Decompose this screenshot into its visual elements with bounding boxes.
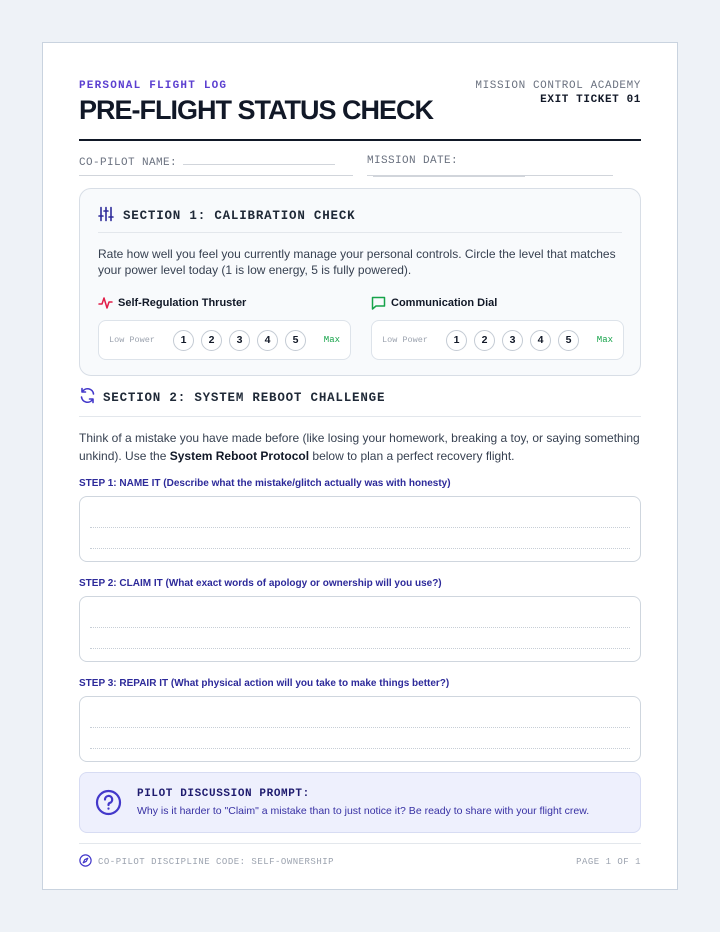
rating-option-1[interactable]: 1 (173, 330, 194, 351)
max-label: Max (596, 335, 613, 345)
rating-option-3[interactable]: 3 (502, 330, 523, 351)
max-label: Max (323, 335, 340, 345)
discussion-prompt (79, 772, 641, 833)
section2-intro (79, 430, 641, 465)
academy-name: MISSION CONTROL ACADEMY (475, 80, 641, 92)
section-reboot (79, 381, 641, 762)
page-footer (79, 843, 641, 869)
rating-option-2[interactable]: 2 (474, 330, 495, 351)
rating-option-2[interactable]: 2 (201, 330, 222, 351)
writing-line (90, 748, 630, 749)
section-calibration (79, 188, 641, 376)
rating-option-4[interactable]: 4 (530, 330, 551, 351)
writing-line (90, 627, 630, 628)
mission-date-blank[interactable] (373, 167, 525, 177)
prompt-text: Why is it harder to "Claim" a mistake than to just notice it? Be ready to share with your flight crew. (137, 805, 590, 817)
rating-option-5[interactable]: 5 (558, 330, 579, 351)
pulse-icon (98, 296, 113, 314)
copilot-name-label: CO-PILOT NAME: (79, 157, 178, 169)
mission-date-field[interactable] (367, 155, 613, 176)
step-2-label: STEP 2: CLAIM IT (What exact words of apology or ownership will you use?) (79, 578, 442, 589)
section2-intro-a: Think of a mistake you have made before (like losing your homework, breaking a toy, or saying something unkind). Use the (79, 431, 640, 463)
low-power-label: Low Power (109, 335, 155, 345)
section2-intro-bold: System Reboot Protocol (169, 448, 310, 463)
writing-line (90, 727, 630, 728)
self-regulation-dial (98, 296, 351, 360)
writing-line (90, 527, 630, 528)
prompt-title: PILOT DISCUSSION PROMPT: (137, 788, 310, 800)
refresh-icon (79, 387, 96, 409)
step-1-answer-box[interactable] (79, 496, 641, 562)
page-number: PAGE 1 OF 1 (576, 857, 641, 867)
page-title: PRE-FLIGHT STATUS CHECK (79, 95, 433, 125)
question-icon (95, 789, 122, 821)
section1-instructions: Rate how well you feel you currently manage your personal controls. Circle the level that matches your power level today (1 is low energy, 5 is fully powered). (98, 247, 616, 277)
section1-title: SECTION 1: CALIBRATION CHECK (123, 209, 356, 223)
worksheet-content (79, 79, 641, 869)
info-fields (79, 141, 641, 177)
dial-label-text: Self-Regulation Thruster (118, 297, 247, 309)
rating-scale (98, 320, 351, 360)
header (79, 79, 641, 139)
step-2-answer-box[interactable] (79, 596, 641, 662)
step-1-label: STEP 1: NAME IT (Describe what the mistake/glitch actually was with honesty) (79, 478, 451, 489)
copilot-name-blank[interactable] (183, 155, 335, 165)
dial-label (371, 296, 624, 312)
writing-line (90, 648, 630, 649)
low-power-label: Low Power (382, 335, 428, 345)
step-3-label: STEP 3: REPAIR IT (What physical action will you take to make things better?) (79, 678, 450, 689)
writing-line (90, 548, 630, 549)
worksheet-page (42, 42, 678, 890)
ticket-label: EXIT TICKET 01 (540, 94, 641, 106)
chat-icon (371, 296, 386, 314)
mission-date-label: MISSION DATE: (367, 155, 459, 167)
section2-intro-b: below to plan a perfect recovery flight. (309, 448, 515, 463)
communication-dial (371, 296, 624, 360)
rating-scale (371, 320, 624, 360)
header-kicker: PERSONAL FLIGHT LOG (79, 80, 228, 92)
dial-label (98, 296, 351, 312)
sliders-icon (98, 206, 114, 227)
rating-option-1[interactable]: 1 (446, 330, 467, 351)
section2-header (79, 381, 641, 417)
rating-option-4[interactable]: 4 (257, 330, 278, 351)
rating-option-3[interactable]: 3 (229, 330, 250, 351)
step-3-answer-box[interactable] (79, 696, 641, 762)
section2-title: SECTION 2: SYSTEM REBOOT CHALLENGE (103, 391, 386, 405)
section1-header (98, 189, 622, 233)
discipline-code: CO-PILOT DISCIPLINE CODE: SELF-OWNERSHIP (98, 857, 335, 867)
rating-option-5[interactable]: 5 (285, 330, 306, 351)
compass-icon (79, 854, 92, 872)
copilot-name-field[interactable] (79, 155, 353, 176)
dial-label-text: Communication Dial (391, 297, 498, 309)
dials-row (98, 296, 622, 366)
